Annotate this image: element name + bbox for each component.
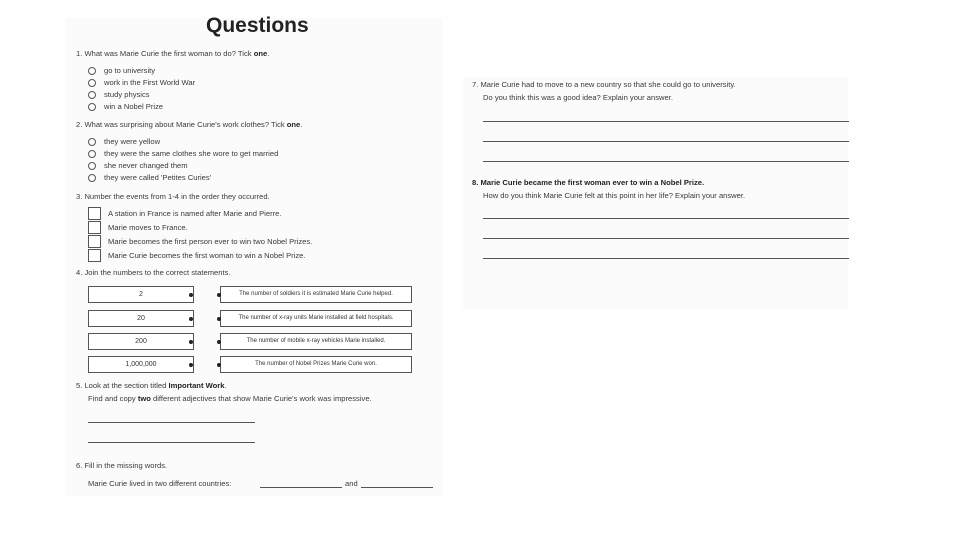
question-1 (76, 49, 269, 58)
order-number-box[interactable] (88, 235, 101, 248)
radio-circle-icon[interactable] (88, 162, 96, 170)
q1-option-label: study physics (104, 90, 150, 99)
q2-option[interactable] (88, 161, 188, 170)
question-1-bold: one (253, 49, 268, 58)
radio-circle-icon[interactable] (88, 174, 96, 182)
question-7-text: 7. Marie Curie had to move to a new country so that she could go to university. (472, 80, 736, 89)
statement-box: The number of x-ray units Marie installed at field hospitals. (220, 310, 412, 327)
question-5-text: 5. Look at the section titled (76, 381, 169, 390)
question-6-text: 6. Fill in the missing words. (76, 461, 168, 470)
radio-circle-icon[interactable] (88, 79, 96, 87)
statement-box: The number of Nobel Prizes Marie Curie won. (220, 356, 412, 373)
question-5 (76, 381, 227, 390)
question-8-bold: 8. Marie Curie became the first woman ever to win a Nobel Prize. (472, 178, 705, 187)
question-5-line2: Find and copy (88, 394, 138, 403)
fill-in-blank[interactable] (361, 487, 433, 488)
question-1-text: 1. What was Marie Curie the first woman to do? Tick (76, 49, 254, 58)
question-8-instruction: How do you think Marie Curie felt at this point in her life? Explain your answer. (483, 191, 746, 200)
join-dot[interactable] (189, 317, 193, 321)
event-label: Marie moves to France. (108, 223, 188, 232)
statement-box: The number of mobile x-ray vehicles Marie installed. (220, 333, 412, 350)
radio-circle-icon[interactable] (88, 150, 96, 158)
q1-option-label: win a Nobel Prize (104, 102, 164, 111)
join-dot[interactable] (217, 340, 221, 344)
order-number-box[interactable] (88, 207, 101, 220)
question-2 (76, 120, 302, 129)
order-number-box[interactable] (88, 249, 101, 262)
q1-option[interactable] (88, 78, 195, 87)
question-5-suffix: . (224, 381, 227, 390)
answer-line[interactable] (88, 442, 255, 443)
join-dot[interactable] (189, 293, 193, 297)
q1-option[interactable] (88, 90, 150, 99)
order-number-box[interactable] (88, 221, 101, 234)
answer-line[interactable] (483, 161, 849, 162)
question-4-text: 4. Join the numbers to the correct statements. (76, 268, 231, 277)
question-2-suffix: . (300, 120, 303, 129)
answer-line[interactable] (483, 121, 849, 122)
question-6-and: and (345, 479, 358, 488)
question-5-instruction (88, 394, 372, 403)
question-5-line2-bold: two (137, 394, 151, 403)
answer-line[interactable] (483, 238, 849, 239)
q1-option-label: work in the First World War (104, 78, 196, 87)
q2-option[interactable] (88, 137, 160, 146)
q2-option[interactable] (88, 149, 278, 158)
page-title: Questions (206, 14, 309, 37)
join-dot[interactable] (217, 317, 221, 321)
join-dot[interactable] (217, 363, 221, 367)
q2-option-label: they were the same clothes she wore to get married (104, 149, 279, 158)
answer-line[interactable] (88, 422, 255, 423)
q2-option-label: they were yellow (104, 137, 161, 146)
radio-circle-icon[interactable] (88, 91, 96, 99)
fill-in-blank[interactable] (260, 487, 342, 488)
question-3-text: 3. Number the events from 1-4 in the order they occurred. (76, 192, 270, 201)
radio-circle-icon[interactable] (88, 67, 96, 75)
number-box: 200 (88, 333, 194, 350)
question-8-text (472, 178, 704, 187)
event-label: Marie Curie becomes the first woman to win a Nobel Prize. (108, 251, 306, 260)
question-1-suffix: . (267, 49, 270, 58)
join-dot[interactable] (217, 293, 221, 297)
number-box: 1,000,000 (88, 356, 194, 373)
answer-line[interactable] (483, 141, 849, 142)
q2-option-label: they were called 'Petites Curies' (104, 173, 212, 182)
join-dot[interactable] (189, 363, 193, 367)
question-2-text: 2. What was surprising about Marie Curie's work clothes? Tick (76, 120, 287, 129)
radio-circle-icon[interactable] (88, 103, 96, 111)
q1-option[interactable] (88, 66, 155, 75)
number-box: 2 (88, 286, 194, 303)
answer-line[interactable] (483, 218, 849, 219)
q2-option-label: she never changed them (104, 161, 188, 170)
join-dot[interactable] (189, 340, 193, 344)
question-6-sentence: Marie Curie lived in two different countries: (88, 479, 232, 488)
event-label: A station in France is named after Marie and Pierre. (108, 209, 282, 218)
question-5-line2-suffix: different adjectives that show Marie Curie's work was impressive. (150, 394, 372, 403)
question-5-bold: Important Work (168, 381, 225, 390)
q1-option-label: go to university (104, 66, 156, 75)
q2-option[interactable] (88, 173, 211, 182)
statement-box: The number of soldiers it is estimated Marie Curie helped. (220, 286, 412, 303)
question-2-bold: one (286, 120, 301, 129)
q1-option[interactable] (88, 102, 163, 111)
number-box: 20 (88, 310, 194, 327)
radio-circle-icon[interactable] (88, 138, 96, 146)
question-7-instruction: Do you think this was a good idea? Explain your answer. (483, 93, 673, 102)
event-label: Marie becomes the first person ever to win two Nobel Prizes. (108, 237, 313, 246)
answer-line[interactable] (483, 258, 849, 259)
